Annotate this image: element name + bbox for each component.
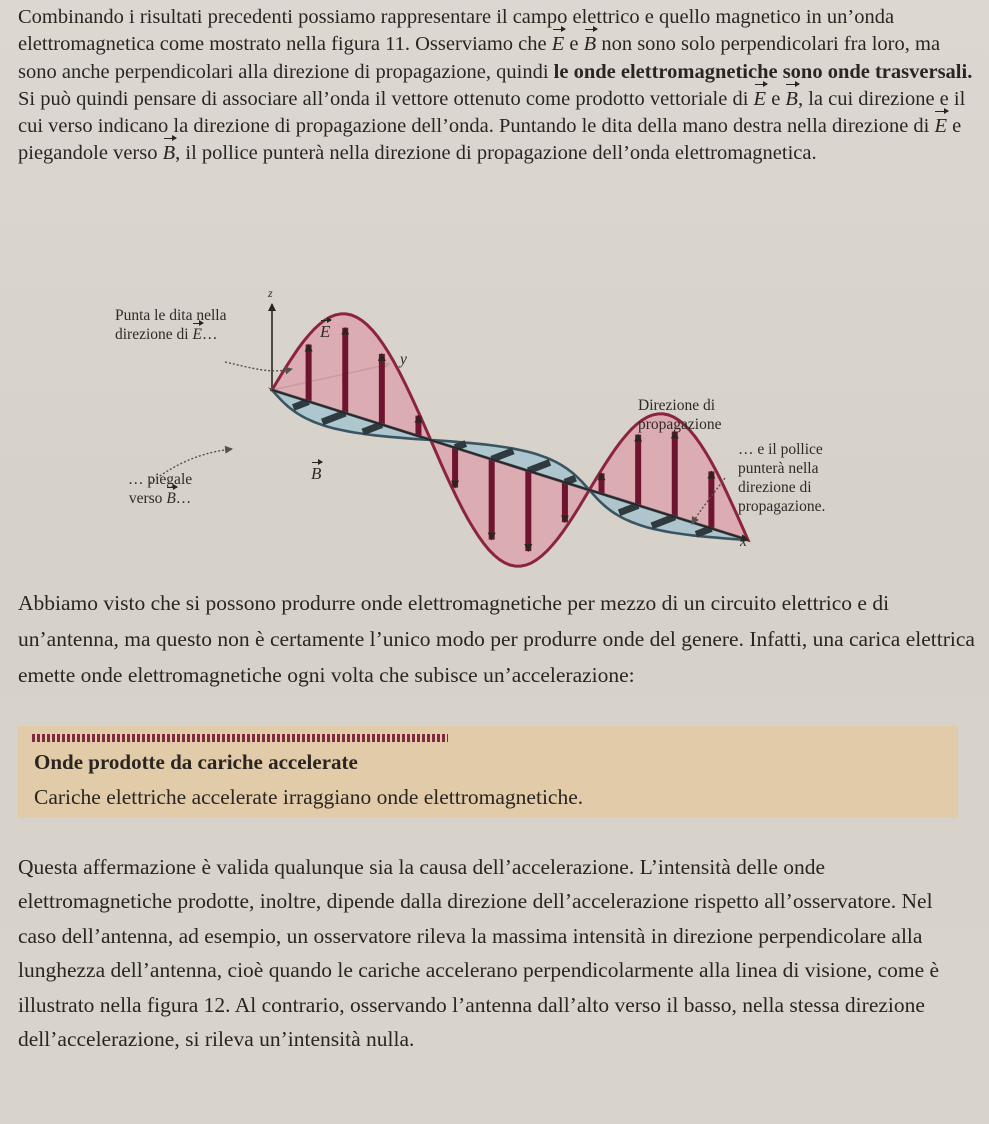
b-field-arrow xyxy=(565,478,576,482)
intro-text: non sono solo perpendicolari fra loro, ma sono anche perpendicolari alla direzione di propagazione, quindi xyxy=(18,33,941,83)
fig-label-bend xyxy=(128,470,192,508)
acceleration-paragraph: Abbiamo visto che si possono produrre onde elettromagnetiche per mezzo di un circuito elettrico e di un’antenna, ma questo non è certamente l’unico modo per produrre onde del genere. Infatti, una carica elettrica emette onde elettromagnetiche ogni volta che subisce un’accelerazione: xyxy=(18,591,975,688)
fig-text: Punta le dita nella xyxy=(115,307,227,324)
fingers-pointer xyxy=(225,362,292,371)
vector-e: E xyxy=(192,326,202,343)
b-field-label: B xyxy=(311,464,322,483)
intro-text: , la cui direzione e il cui verso indicano la direzione di propagazione dell’onda. Puntando le dita della mano destra nella direzione di xyxy=(18,87,966,138)
intro-text: e piegandole verso xyxy=(18,115,962,165)
e-field-label: E xyxy=(320,322,331,341)
intro-paragraph xyxy=(18,4,975,168)
fig-text: … xyxy=(175,490,192,507)
fig-label-point-fingers xyxy=(115,306,226,344)
box-body: Cariche elettriche accelerate irraggiano onde elettromagnetiche. xyxy=(34,785,584,809)
intro-text: Si può quindi pensare di associare all’onda il vettore ottenuto come prodotto vettoriale di xyxy=(18,87,754,110)
fig-text: punterà nella xyxy=(738,460,819,477)
fig-text: verso xyxy=(128,490,163,507)
box-dotted-rule xyxy=(32,734,448,742)
fig-text: direzione di xyxy=(738,479,812,496)
fig-text: … xyxy=(201,326,218,343)
fig-text: Direzione di xyxy=(638,397,716,414)
intro-text: e xyxy=(766,87,786,110)
axis-y-label: y xyxy=(400,351,407,368)
key-concept-box xyxy=(18,726,958,818)
vector-b: B xyxy=(785,86,798,113)
vector-e: E xyxy=(754,86,767,113)
axis-x-label: x xyxy=(740,533,747,550)
intro-text: Combinando i risultati precedenti possiamo rappresentare il campo elettrico e quello magnetico in un’onda elettromagnetica come mostrato nella figura 11. Osserviamo che xyxy=(18,6,895,56)
vector-b: B xyxy=(163,140,176,167)
b-field-arrow xyxy=(455,444,466,448)
fig-text: … e il pollice xyxy=(738,441,823,458)
fig-text: … piegale xyxy=(128,471,193,488)
fig-text: propagazione. xyxy=(738,498,826,515)
intro-text: e xyxy=(564,33,584,56)
fig-text: direzione di xyxy=(115,326,189,343)
em-wave-figure xyxy=(0,278,989,578)
key-statement: le onde elettromagnetiche sono onde trasversali. xyxy=(553,60,973,83)
fig-label-thumb xyxy=(738,440,825,516)
vector-b: B xyxy=(584,31,597,58)
vector-e: E xyxy=(934,113,947,140)
vector-e: E xyxy=(552,31,565,58)
fig-text: propagazione xyxy=(638,416,722,433)
vector-b: B xyxy=(166,490,176,507)
axis-z-label: z xyxy=(268,286,273,300)
box-title: Onde prodotte da cariche accelerate xyxy=(34,750,358,774)
intensity-paragraph: Questa affermazione è valida qualunque sia la causa dell’accelerazione. L’intensità delle onde elettromagnetiche prodotte, inoltre, dipende dalla direzione dell’accelerazione rispetto all’osservatore. Nel caso dell’antenna, ad esempio, un osservatore rileva la massima intensità in direzione perpendicolare alla lunghezza dell’antenna, cioè quando le cariche accelerano perpendicolarmente alla linea di visione, come è illustrato nella figura 12. Al contrario, osservando l’antenna dall’alto verso il basso, nella stessa direzione dell’accelerazione, si rileva un’intensità nulla. xyxy=(18,855,940,1052)
intro-text: , il pollice punterà nella direzione di propagazione dell’onda elettromagnetica. xyxy=(175,142,817,165)
fig-label-direction xyxy=(638,396,722,434)
